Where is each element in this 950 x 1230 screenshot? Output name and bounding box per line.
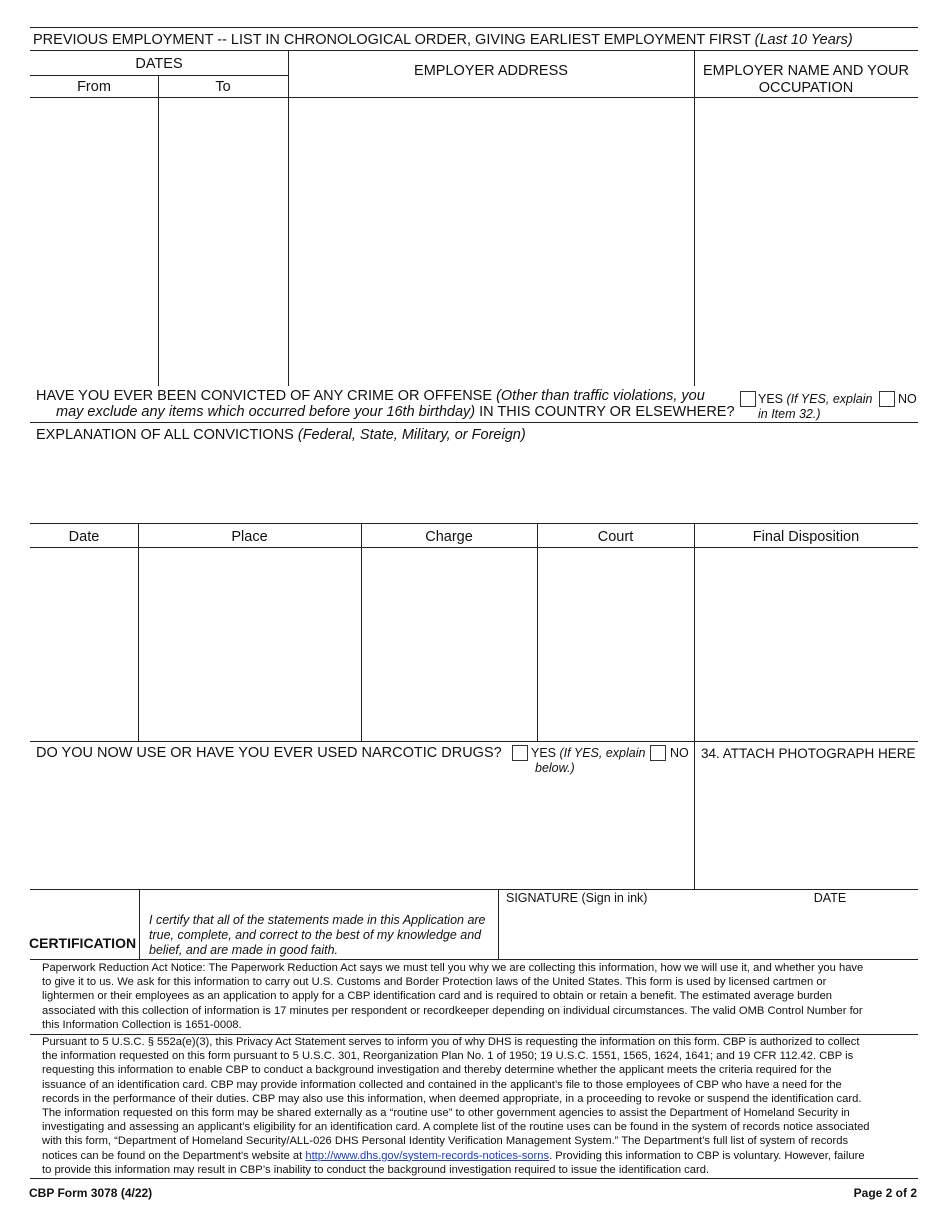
certification-date-label: DATE [813,891,847,905]
to-header: To [215,79,231,95]
employment-title: PREVIOUS EMPLOYMENT -- LIST IN CHRONOLOGICAL ORDER, GIVING EARLIEST EMPLOYMENT FIRST [33,32,751,48]
privacy-notice-line: with this form, “Department of Homeland Security/ALL-026 DHS Personal Identity Verification Management System.” The Department’s full list of system of records [42,1135,849,1148]
narcotics-yes-label: YES [531,746,557,760]
certification-date-field[interactable] [752,908,916,958]
narcotics-yes-note2: below.) [535,761,575,775]
explanation-label: EXPLANATION OF ALL CONVICTIONS [36,427,294,443]
employment-to-cell[interactable] [159,98,287,385]
convicted-question-note1: (Other than traffic violations, you [496,388,705,404]
conviction-col-charge: Charge [425,529,473,545]
from-header: From [77,79,111,95]
dates-header: DATES [135,56,183,72]
photo-label: 34. ATTACH PHOTOGRAPH HERE [701,746,916,761]
explanation-label-line [36,427,526,444]
employer-name-header-line2: OCCUPATION [758,80,854,96]
photo-attach-area[interactable] [695,765,917,888]
narcotics-no-checkbox[interactable] [650,745,666,761]
conviction-charge-cell[interactable] [362,548,536,740]
conviction-col-court: Court [597,529,634,545]
narcotics-explanation-area[interactable] [31,780,693,888]
convicted-question-line1 [36,388,705,405]
employment-name-cell[interactable] [695,98,917,385]
narcotics-yes-label-line1 [531,746,645,761]
privacy-notice-line: requesting this information to enable CBP to conduct a background investigation and thereby determine whether the applicant meets the criteria required for the [42,1064,832,1077]
certification-statement-line3: belief, and are made in good faith. [149,943,339,957]
employment-address-cell[interactable] [289,98,693,385]
convicted-question-part2: IN THIS COUNTRY OR ELSEWHERE? [479,404,735,420]
narcotics-yes-note1: (If YES, explain [559,746,646,760]
privacy-link-after: . Providing this information to CBP is voluntary. However, failure [549,1149,865,1162]
employment-section-title [33,32,853,49]
convicted-yes-checkbox[interactable] [740,391,756,407]
convicted-question-line2 [56,404,735,421]
convicted-question-part1: HAVE YOU EVER BEEN CONVICTED OF ANY CRIME OR OFFENSE [36,388,493,404]
conviction-col-final-disposition: Final Disposition [752,529,860,545]
privacy-notice-line: the information requested on this form pursuant to 5 U.S.C. 301, Reorganization Plan No. 1 of 1950; 19 U.S.C. 1551, 1565, 1624, 1641; and 19 CFR 112.42. CBP is [42,1050,854,1063]
convicted-no-label: NO [898,392,917,406]
convicted-question-note2: may exclude any items which occurred before your 16th birthday) [56,404,476,420]
convicted-yes-label: YES [758,392,784,406]
dhs-sorns-link[interactable]: http://www.dhs.gov/system-records-notices-sorns [305,1149,550,1162]
convicted-no-checkbox[interactable] [879,391,895,407]
privacy-notice-line: Pursuant to 5 U.S.C. § 552a(e)(3), this Privacy Act Statement serves to inform you of why DHS is requesting the information on this form. CBP is authorized to collect [42,1036,860,1048]
conviction-col-date: Date [68,529,100,545]
paperwork-notice-line: Paperwork Reduction Act Notice: The Paperwork Reduction Act says we must tell you why we are collecting this information, how we will use it, and whether you have [42,962,864,974]
privacy-notice-line: to provide this information may result in CBP’s inability to conduct the background investigation required to issue the identification card. [42,1163,710,1176]
privacy-notice-line: issuance of an identification card. CBP may provide information collected and contained in the applicant’s file to those employees of CBP who have a need for the [42,1078,842,1091]
convicted-yes-label-line1 [758,392,872,407]
paperwork-notice-line: lightermen or their employees as an application to apply for a CBP identification card and is required to obtain or retain a benefit. The estimated average burden [42,990,833,1003]
conviction-date-cell[interactable] [31,548,137,740]
paperwork-notice-line: this Information Collection is 1651-0008. [42,1018,242,1031]
privacy-act-statement [42,1035,914,1177]
signature-label: SIGNATURE (Sign in ink) [506,891,648,905]
conviction-final-disposition-cell[interactable] [695,548,917,740]
employer-address-header: EMPLOYER ADDRESS [414,63,568,79]
certification-label: CERTIFICATION [29,935,137,951]
narcotics-no-label: NO [670,746,689,760]
privacy-notice-line: The information requested on this form may be shared externally as a “routine use” to other government agencies to assist the Department of Homeland Security in [42,1107,850,1120]
convicted-yes-note1: (If YES, explain [786,392,873,406]
narcotics-question: DO YOU NOW USE OR HAVE YOU EVER USED NARCOTIC DRUGS? [36,745,502,761]
conviction-court-cell[interactable] [538,548,693,740]
privacy-link-before: notices can be found on the Department's website at [42,1149,306,1162]
narcotics-yes-checkbox[interactable] [512,745,528,761]
certification-statement-line2: true, complete, and correct to the best of my knowledge and [149,928,482,942]
conviction-col-place: Place [231,529,268,545]
page-number: Page 2 of 2 [853,1186,917,1200]
convicted-yes-note2: in Item 32.) [758,407,821,421]
privacy-notice-line: records in the performance of their duties. CBP may also use this information, when deemed appropriate, in a proceeding to revoke or suspend the identification card. [42,1092,862,1105]
paperwork-notice-line: associated with this collection of information is 17 minutes per respondent or recordkeeper depending on individual circumstances. The valid OMB Control Number for [42,1004,863,1017]
privacy-notice-link-line [42,1149,914,1163]
paperwork-reduction-notice [42,961,914,1032]
explanation-note: (Federal, State, Military, or Foreign) [297,427,526,443]
form-identifier: CBP Form 3078 (4/22) [29,1186,153,1200]
paperwork-notice-line: to give it to us. We ask for this information to carry out U.S. Customs and Border Protection laws of the United States. This form is used by licensed cartmen or [42,976,827,989]
privacy-notice-line: investigating and assessing an applicant’s eligibility for an identification card. A complete list of the routine uses can be found in the system of records notice associated [42,1121,870,1134]
signature-field[interactable] [500,908,750,958]
employment-title-note: (Last 10 Years) [754,32,853,48]
employment-from-cell[interactable] [31,98,157,385]
explanation-text-area[interactable] [31,446,917,522]
certification-statement-line1: I certify that all of the statements made in this Application are [149,913,486,927]
employer-name-header-line1: EMPLOYER NAME AND YOUR [702,63,909,79]
conviction-place-cell[interactable] [139,548,360,740]
